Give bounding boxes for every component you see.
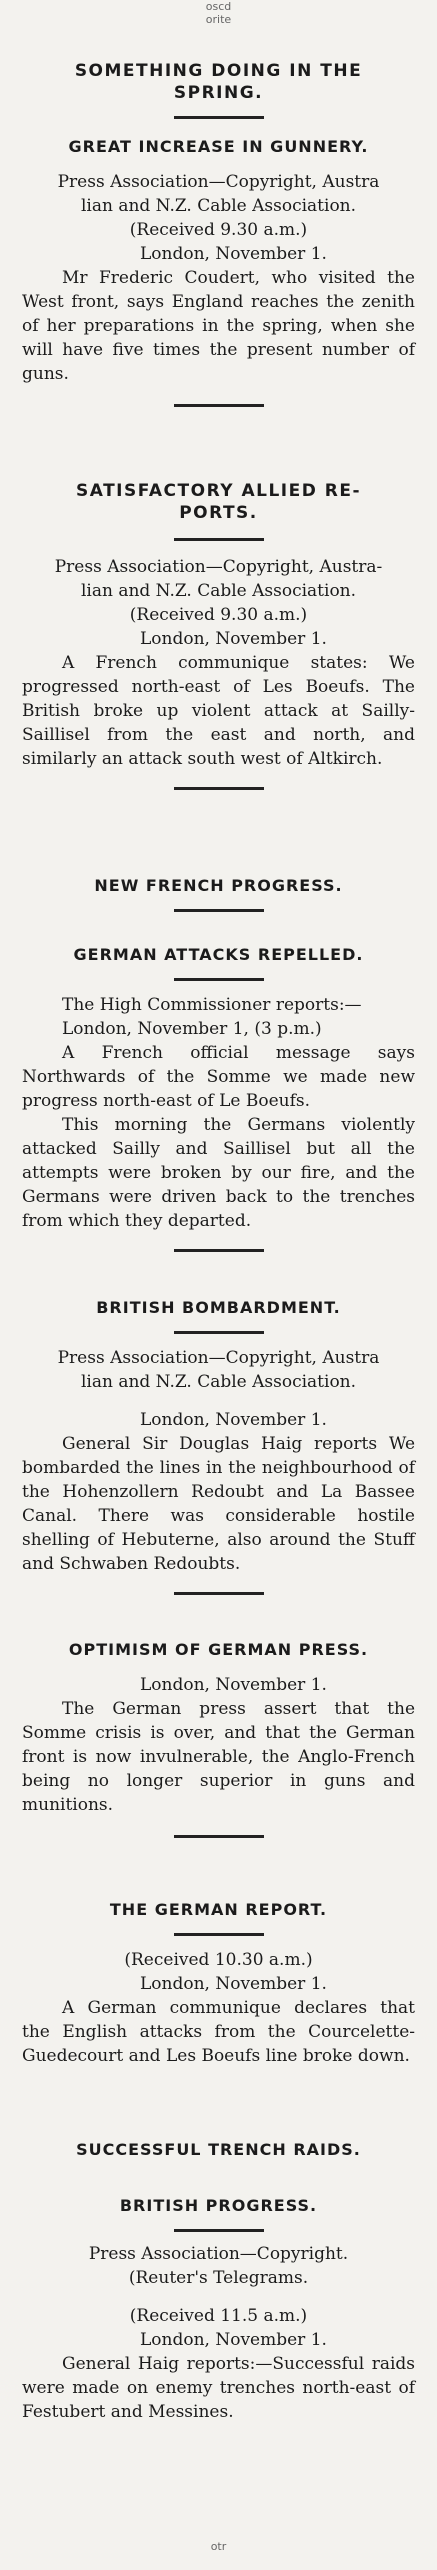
reporter-line: The High Commissioner reports:—	[62, 995, 362, 1015]
article-german-attacks-repelled	[0, 945, 437, 1252]
article-body: This morning the Germans violently attacked Sailly and Saillisel but all the attempts were broken by our fire, and the Germans were driven back to the trenches from which they departed.	[22, 1115, 415, 1231]
credit-line: Press Association—Copyright, Austra-	[54, 557, 383, 577]
dateline: London, November 1.	[140, 1410, 327, 1430]
fragment-text: orite	[205, 13, 232, 26]
article-german-report	[0, 1900, 437, 2068]
headline: NEW FRENCH PROGRESS.	[94, 876, 343, 895]
divider	[174, 1592, 264, 1595]
article-body: A French official message says Northwards of the Somme we made new progress north-east of Le Boeufs.	[22, 1043, 415, 1111]
article-optimism-german-press	[0, 1640, 437, 1838]
article-new-french-progress	[0, 876, 437, 912]
divider	[174, 787, 264, 790]
dateline: London, November 1.	[140, 244, 327, 264]
top-fragments	[0, 0, 437, 26]
article-something-doing	[0, 60, 437, 407]
fragment-text: otr	[210, 2540, 227, 2553]
dateline: London, November 1.	[140, 1974, 327, 1994]
article-body: A German communique declares that the English attacks from the Courcelette-Guedecourt and Les Boeufs line broke down.	[22, 1998, 415, 2066]
credit-line: lian and N.Z. Cable Association.	[80, 1372, 357, 1392]
credit-line: (Reuter's Telegrams.	[128, 2268, 309, 2288]
received-time: (Received 11.5 a.m.)	[129, 2306, 308, 2326]
credit-line: Press Association—Copyright.	[88, 2244, 349, 2264]
credit-line: lian and N.Z. Cable Association.	[80, 196, 357, 216]
headline: THE GERMAN REPORT.	[109, 1900, 328, 1919]
headline: SUCCESSFUL TRENCH RAIDS.	[76, 2140, 361, 2159]
dateline: London, November 1.	[140, 1675, 327, 1695]
headline: SATISFACTORY ALLIED RE-	[75, 481, 362, 501]
headline: BRITISH PROGRESS.	[119, 2196, 318, 2215]
fragment-text: oscd	[205, 0, 232, 13]
headline: BRITISH BOMBARDMENT.	[96, 1298, 341, 1317]
headline: PORTS.	[179, 503, 258, 523]
divider	[174, 116, 264, 119]
received-time: (Received 9.30 a.m.)	[129, 220, 308, 240]
article-body: General Sir Douglas Haig reports We bombarded the lines in the neighbourhood of the Hohenzollern Redoubt and La Bassee Canal. There was considerable hostile shelling of Hebuterne, also around the Stuff and Schwaben Redoubts.	[22, 1434, 415, 1574]
article-successful-trench-raids	[0, 2140, 437, 2159]
divider	[174, 1249, 264, 1252]
credit-line: Press Association—Copyright, Austra	[57, 172, 380, 192]
dateline: London, November 1.	[140, 629, 327, 649]
headline: GERMAN ATTACKS REPELLED.	[73, 945, 364, 964]
credit-line: lian and N.Z. Cable Association.	[80, 581, 357, 601]
bottom-fragment	[0, 2540, 437, 2553]
article-body: Mr Frederic Coudert, who visited the West front, says England reaches the zenith of her preparations in the spring, when she will have five times the present number of guns.	[22, 268, 415, 384]
headline: OPTIMISM OF GERMAN PRESS.	[68, 1640, 369, 1659]
divider	[174, 404, 264, 407]
credit-line: Press Association—Copyright, Austra	[57, 1348, 380, 1368]
article-british-bombardment	[0, 1298, 437, 1595]
subheadline: GREAT INCREASE IN GUNNERY.	[68, 137, 369, 156]
article-british-progress	[0, 2196, 437, 2424]
received-time: (Received 10.30 a.m.)	[124, 1950, 313, 1970]
article-satisfactory-reports	[0, 480, 437, 790]
headline: SOMETHING DOING IN THE	[74, 61, 363, 81]
article-body: General Haig reports:—Successful raids were made on enemy trenches north-east of Festubert and Messines.	[22, 2354, 415, 2422]
headline: SPRING.	[173, 83, 264, 103]
dateline: London, November 1.	[140, 2330, 327, 2350]
article-body: A French communique states: We progressed north-east of Les Boeufs. The British broke up violent attack at Sailly-Saillisel from the east and north, and similarly an attack south west of Altkirch.	[22, 653, 415, 769]
divider	[174, 909, 264, 912]
dateline: London, November 1, (3 p.m.)	[62, 1019, 322, 1039]
received-time: (Received 9.30 a.m.)	[129, 605, 308, 625]
divider	[174, 1835, 264, 1838]
article-body: The German press assert that the Somme crisis is over, and that the German front is now invulnerable, the Anglo-French being no longer superior in guns and munitions.	[22, 1699, 415, 1815]
